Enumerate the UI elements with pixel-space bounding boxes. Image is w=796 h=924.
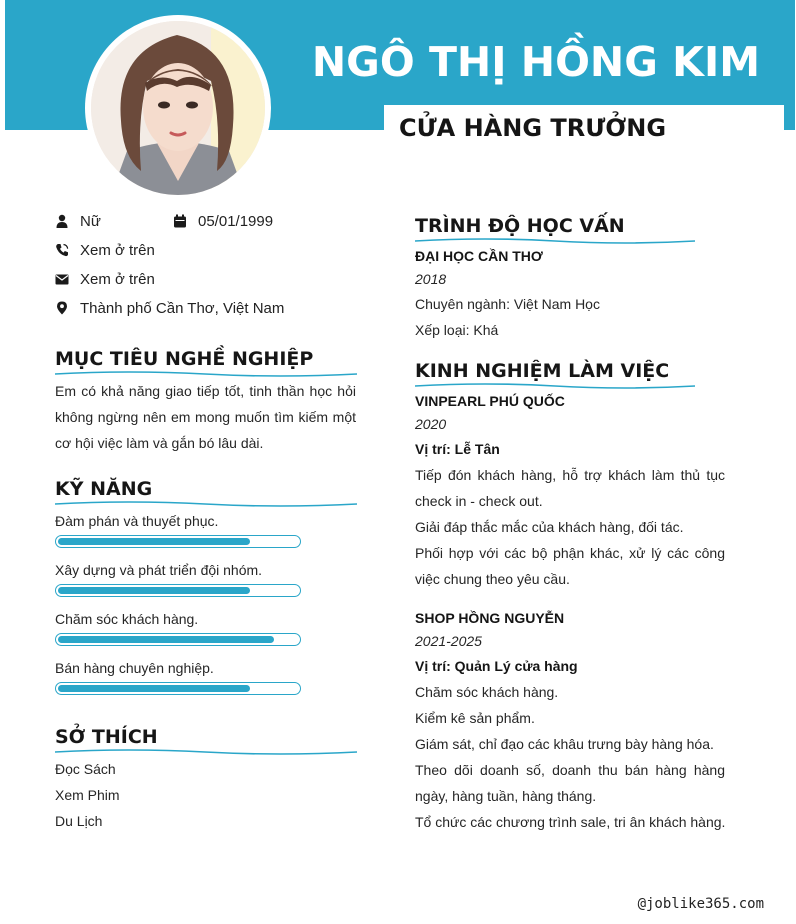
skill-label: Xây dựng và phát triển đội nhóm. (55, 562, 263, 578)
candidate-name: NGÔ THỊ HỒNG KIM (311, 38, 760, 86)
job-company: SHOP HỒNG NGUYỄN (415, 610, 565, 626)
job-period: 2021-2025 (415, 633, 482, 649)
contact-address (55, 298, 284, 318)
job-duty: Giám sát, chỉ đạo các khâu trưng bày hàng hóa. (415, 736, 714, 752)
birthday-value: 05/01/1999 (198, 212, 274, 230)
skill-label: Chăm sóc khách hàng. (55, 611, 199, 627)
hobby-item: Du Lịch (55, 813, 103, 829)
hobbies-title: SỞ THÍCH (55, 726, 158, 748)
experience-title: KINH NGHIỆM LÀM VIỆC (415, 360, 670, 382)
job-duty: Tổ chức các chương trình sale, tri ân khách hàng. (415, 814, 726, 830)
objective-line: không ngừng nên em mong muốn tìm kiếm một (55, 409, 356, 425)
education-title: TRÌNH ĐỘ HỌC VẤN (415, 215, 625, 237)
objective-title: MỤC TIÊU NGHỀ NGHIỆP (55, 348, 314, 370)
education-rank: Xếp loại: Khá (415, 322, 499, 338)
contact-birthday (173, 211, 273, 231)
gender-value: Nữ (80, 212, 101, 230)
job-duty: Kiểm kê sản phẩm. (415, 710, 535, 726)
position-title: CỬA HÀNG TRƯỞNG (399, 114, 667, 142)
job-role: Vị trí: Lễ Tân (415, 441, 500, 457)
skill-label: Bán hàng chuyên nghiệp. (55, 660, 214, 676)
skill-bar (55, 682, 301, 695)
skills-divider (55, 499, 357, 509)
education-school: ĐẠI HỌC CẦN THƠ (415, 248, 543, 264)
location-pin-icon (55, 301, 69, 315)
objective-line: cơ hội việc làm và gắn bó lâu dài. (55, 435, 264, 451)
job-duty: Phối hợp với các bộ phận khác, xử lý các công (415, 545, 725, 561)
mail-icon (55, 272, 69, 286)
skill-bar-fill (58, 685, 250, 692)
objective-line: Em có khả năng giao tiếp tốt, tinh thần học hỏi (55, 383, 356, 399)
job-role: Vị trí: Quản Lý cửa hàng (415, 658, 578, 674)
job-duty: Chăm sóc khách hàng. (415, 684, 559, 700)
watermark: @joblike365.com (637, 896, 764, 912)
phone-value: Xem ở trên (80, 241, 155, 259)
hobby-item: Đọc Sách (55, 761, 116, 777)
skills-title: KỸ NĂNG (55, 478, 153, 500)
job-duty: check in - check out. (415, 493, 543, 509)
contact-phone (55, 240, 155, 260)
avatar (91, 21, 265, 195)
skill-bar (55, 535, 301, 548)
job-duty: việc chung theo yêu cầu. (415, 571, 570, 587)
calendar-icon (173, 214, 187, 228)
email-value: Xem ở trên (80, 270, 155, 288)
education-divider (415, 236, 695, 246)
job-company: VINPEARL PHÚ QUỐC (415, 393, 565, 409)
job-duty: Giải đáp thắc mắc của khách hàng, đối tác. (415, 519, 684, 535)
education-major: Chuyên ngành: Việt Nam Học (415, 296, 600, 312)
education-year: 2018 (415, 271, 447, 287)
hobby-item: Xem Phim (55, 787, 120, 803)
avatar-frame (85, 15, 271, 201)
skill-bar (55, 584, 301, 597)
user-icon (55, 214, 69, 228)
contact-gender (55, 211, 101, 231)
phone-icon (55, 243, 69, 257)
skill-bar (55, 633, 301, 646)
hobbies-divider (55, 747, 357, 757)
job-period: 2020 (415, 416, 447, 432)
job-duty: Tiếp đón khách hàng, hỗ trợ khách làm thủ tục (415, 467, 725, 483)
skill-bar-fill (58, 538, 250, 545)
skill-label: Đàm phán và thuyết phục. (55, 513, 219, 529)
contact-email (55, 269, 155, 289)
job-duty: ngày, hàng tuần, hàng tháng. (415, 788, 597, 804)
position-box (384, 105, 784, 155)
experience-divider (415, 381, 695, 391)
job-duty: Theo dõi doanh số, doanh thu bán hàng hàng (415, 762, 725, 778)
skill-bar-fill (58, 636, 274, 643)
skill-bar-fill (58, 587, 250, 594)
address-value: Thành phố Cần Thơ, Việt Nam (80, 299, 285, 317)
